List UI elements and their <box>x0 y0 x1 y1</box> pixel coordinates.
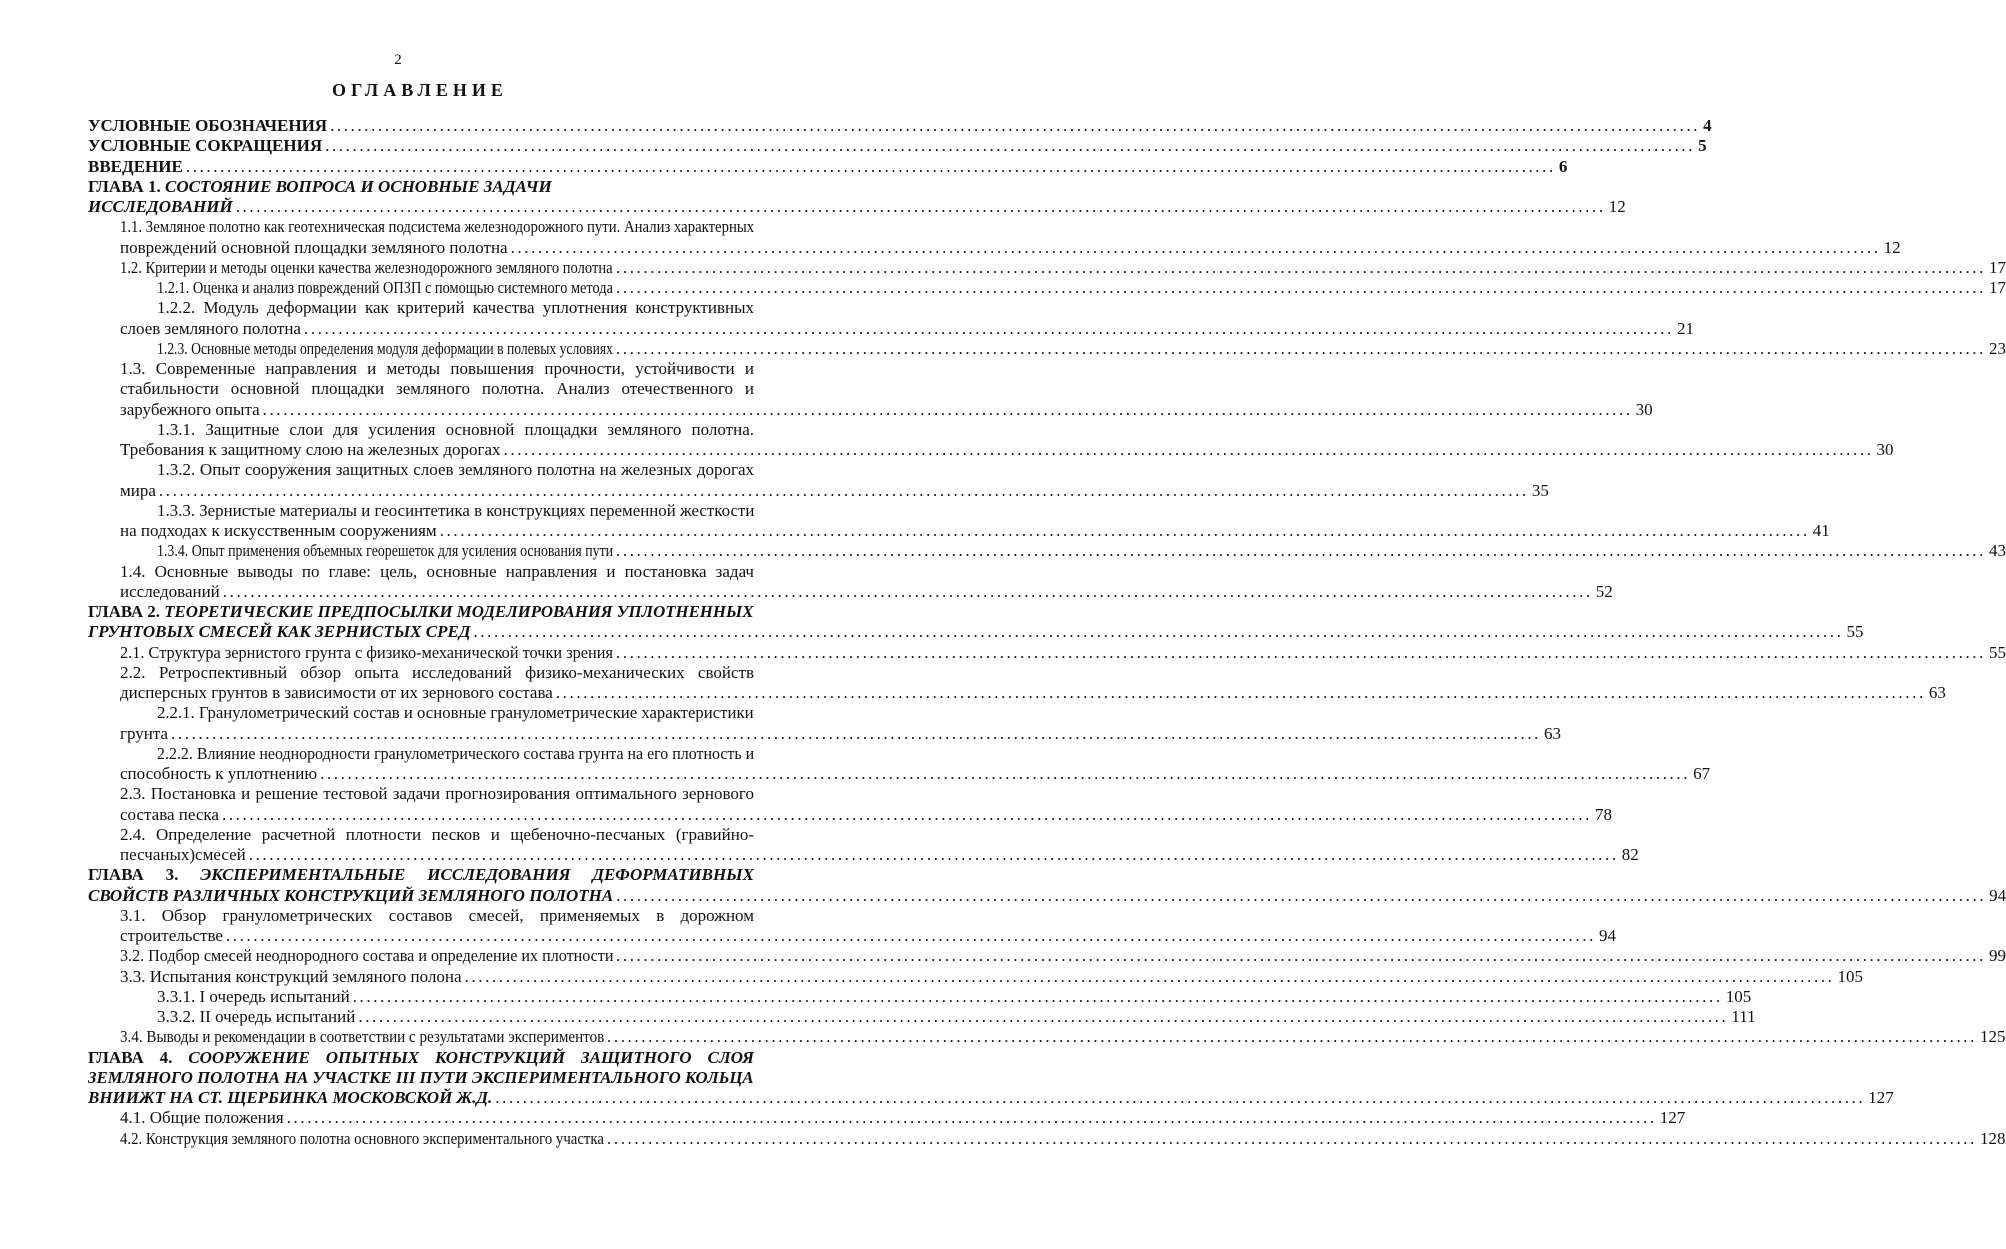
page-ref: 127 <box>1868 1088 1894 1107</box>
entry-text: мира <box>120 480 156 500</box>
entry-text: УСЛОВНЫЕ СОКРАЩЕНИЯ <box>88 136 323 156</box>
entry-text: 3.3. Испытания конструкций земляного полона <box>120 966 462 986</box>
chapter-title-line: ЭКСПЕРИМЕНТАЛЬНЫЕ ИССЛЕДОВАНИЯ ДЕФОРМАТИВНЫХ <box>200 865 754 885</box>
dot-leader: ........................................................................................................................................................................................................ <box>473 622 1844 642</box>
page-ref: 128 <box>1980 1128 2006 1148</box>
page-ref: 105 <box>1837 966 1864 986</box>
dot-leader: ........................................................................................................................................................................................................ <box>303 318 1674 338</box>
page-ref: 78 <box>1594 804 1612 824</box>
page-ref: 111 <box>1731 1007 1756 1026</box>
dot-leader: ........................................................................................................................................................................................................ <box>616 257 1986 277</box>
page-ref: 43 <box>1989 541 2006 561</box>
entry-text <box>88 196 233 217</box>
page-ref: 67 <box>1693 764 1711 783</box>
entry-text <box>88 1067 754 1088</box>
dot-leader: ........................................................................................................................................................................................................ <box>616 278 1986 297</box>
toc-title: ОГЛАВЛЕНИЕ <box>332 80 508 100</box>
entry-text <box>88 885 613 906</box>
page-ref: 94 <box>1598 926 1616 945</box>
entry-text <box>88 1087 492 1108</box>
entry-text: 2.1. Структура зернистого грунта с физико-механической точки зрения <box>120 642 613 662</box>
entry-text: на подходах к искусственным сооружениям <box>120 521 437 540</box>
chapter-title-line: ТЕОРЕТИЧЕСКИЕ ПРЕДПОСЫЛКИ МОДЕЛИРОВАНИЯ УПЛОТНЕННЫХ <box>164 602 754 621</box>
entry-text: 2.2. Ретроспективный обзор опыта исследований физико-механических свойств <box>120 662 754 682</box>
chapter-title-line: ВНИИЖТ НА СТ. ЩЕРБИНКА МОСКОВСКОЙ Ж.Д. <box>88 1088 493 1107</box>
dot-leader: ........................................................................................................................................................................................................ <box>510 237 1881 257</box>
entry-text: 1.3.3. Зернистые материалы и геосинтетика в конструкциях переменной жесткости <box>157 500 755 520</box>
entry-text: Требования к защитному слою на железных дорогах <box>120 440 501 459</box>
page-ref: 127 <box>1659 1108 1686 1128</box>
chapter-title-line: ИССЛЕДОВАНИЙ <box>88 197 233 216</box>
chapter-title-line: СООРУЖЕНИЕ ОПЫТНЫХ КОНСТРУКЦИЙ ЗАЩИТНОГО СЛОЯ <box>188 1047 754 1067</box>
chapter-title-line: ГРУНТОВЫХ СМЕСЕЙ КАК ЗЕРНИСТЫХ СРЕД <box>88 622 471 642</box>
dot-leader: ........................................................................................................................................................................................................ <box>235 197 1606 216</box>
dot-leader: ........................................................................................................................................................................................................ <box>185 156 1556 176</box>
dot-leader: ........................................................................................................................................................................................................ <box>464 966 1835 986</box>
dot-leader: ........................................................................................................................................................................................................ <box>607 1027 1977 1047</box>
entry-text: зарубежного опыта <box>120 399 260 419</box>
entry-text: 2.2.1. Гранулометрический состав и основные гранулометрические характеристики <box>157 703 754 723</box>
entry-text: песчаных)смесей <box>120 845 246 864</box>
page-ref: 17 <box>1989 257 2006 277</box>
dot-leader: ........................................................................................................................................................................................................ <box>221 804 1592 824</box>
page-ref: 41 <box>1812 521 1830 540</box>
dot-leader: ........................................................................................................................................................................................................ <box>616 642 1986 662</box>
page-number: 2 <box>394 52 402 68</box>
entry-text <box>88 621 470 642</box>
page-ref: 82 <box>1621 845 1639 864</box>
entry-text: 1.3.4. Опыт применения объемных георешеток для усиления основания пути <box>157 541 614 561</box>
entry-text: 3.4. Выводы и рекомендации в соответствии с результатами экспериментов <box>120 1027 605 1047</box>
page-ref: 52 <box>1595 581 1613 601</box>
dot-leader: ........................................................................................................................................................................................................ <box>439 521 1810 540</box>
dot-leader: ........................................................................................................................................................................................................ <box>325 136 1696 156</box>
chapter-label: ГЛАВА 1. <box>88 176 161 196</box>
entry-text: 1.3.2. Опыт сооружения защитных слоев земляного полотна на железных дорогах <box>157 460 754 480</box>
entry-text <box>88 1048 754 1067</box>
page-ref: 4 <box>1703 116 1712 135</box>
page-ref: 125 <box>1980 1027 2006 1047</box>
entry-text: 1.2.1. Оценка и анализ повреждений ОПЗП с помощью системного метода <box>157 278 613 297</box>
dot-leader: ........................................................................................................................................................................................................ <box>320 764 1691 783</box>
entry-text: 1.2.3. Основные методы определения модуля деформации в полевых условиях <box>157 338 613 358</box>
dot-leader: ........................................................................................................................................................................................................ <box>225 926 1596 945</box>
dot-leader: ........................................................................................................................................................................................................ <box>616 946 1986 966</box>
dot-leader: ........................................................................................................................................................................................................ <box>352 986 1723 1006</box>
page-ref: 63 <box>1544 723 1562 743</box>
dot-leader: ........................................................................................................................................................................................................ <box>330 116 1701 135</box>
chapter-label: ГЛАВА 2. <box>88 602 160 621</box>
entry-text <box>88 177 552 196</box>
entry-text: 1.3. Современные направления и методы повышения прочности, устойчивости и <box>120 359 754 378</box>
entry-text: 1.2.2. Модуль деформации как критерий качества уплотнения конструктивных <box>157 298 754 318</box>
chapter-label: ГЛАВА 4. <box>88 1047 173 1067</box>
dot-leader: ........................................................................................................................................................................................................ <box>358 1007 1729 1026</box>
entry-text: 3.1. Обзор гранулометрических составов смесей, применяемых в дорожном <box>120 905 754 925</box>
dot-leader: ........................................................................................................................................................................................................ <box>616 541 1986 561</box>
entry-text: исследований <box>120 581 220 601</box>
entry-text: стабильности основной площадки земляного полотна. Анализ отечественного и <box>120 379 754 399</box>
dot-leader: ........................................................................................................................................................................................................ <box>171 723 1542 743</box>
entry-text: дисперсных грунтов в зависимости от их зернового состава <box>120 683 553 702</box>
page-ref: 63 <box>1928 683 1946 702</box>
page-ref: 30 <box>1635 399 1653 419</box>
entry-text: повреждений основной площадки земляного полотна <box>120 237 508 257</box>
page-ref: 5 <box>1698 136 1707 156</box>
entry-text: 1.2. Критерии и методы оценки качества железнодорожного земляного полотна <box>120 257 613 277</box>
entry-text: 1.1. Земляное полотно как геотехническая подсистема железнодорожного пути. Анализ характерных <box>120 217 755 237</box>
chapter-title-line: СВОЙСТВ РАЗЛИЧНЫХ КОНСТРУКЦИЙ ЗЕМЛЯНОГО ПОЛОТНА <box>88 885 614 905</box>
dot-leader: ........................................................................................................................................................................................................ <box>262 399 1633 419</box>
page-ref: 17 <box>1989 278 2006 297</box>
entry-text <box>88 601 754 622</box>
page-ref: 23 <box>1989 338 2006 358</box>
entry-text: способность к уплотнению <box>120 764 318 783</box>
dot-leader: ........................................................................................................................................................................................................ <box>495 1088 1866 1107</box>
entry-text: 4.1. Общие положения <box>120 1108 284 1128</box>
page-ref: 12 <box>1608 197 1626 216</box>
entry-text: 2.4. Определение расчетной плотности песков и щебеночно-песчаных (гравийно- <box>120 824 754 844</box>
dot-leader: ........................................................................................................................................................................................................ <box>616 338 1986 358</box>
page-ref: 105 <box>1725 986 1752 1006</box>
entry-text: 2.3. Постановка и решение тестовой задачи прогнозирования оптимального зернового <box>120 784 754 804</box>
page-ref: 21 <box>1676 318 1694 338</box>
entry-text: состава песка <box>120 804 219 824</box>
page-ref: 35 <box>1531 480 1549 500</box>
entry-text: 3.2. Подбор смесей неоднородного состава и определение их плотности <box>120 946 614 966</box>
page-ref: 6 <box>1558 156 1568 176</box>
dot-leader: ........................................................................................................................................................................................................ <box>503 440 1874 459</box>
chapter-title-line: ЗЕМЛЯНОГО ПОЛОТНА НА УЧАСТКЕ III ПУТИ ЭКСПЕРИМЕНТАЛЬНОГО КОЛЬЦА <box>88 1067 754 1087</box>
page-ref: 30 <box>1876 440 1894 459</box>
chapter-title-line: СОСТОЯНИЕ ВОПРОСА И ОСНОВНЫЕ ЗАДАЧИ <box>165 176 552 196</box>
dot-leader: ........................................................................................................................................................................................................ <box>555 683 1926 702</box>
page-ref: 99 <box>1989 946 2006 966</box>
entry-text: 3.3.2. II очередь испытаний <box>157 1007 356 1026</box>
dot-leader: ........................................................................................................................................................................................................ <box>158 480 1529 500</box>
entry-text <box>88 865 754 884</box>
dot-leader: ........................................................................................................................................................................................................ <box>248 845 1619 864</box>
entry-text: грунта <box>120 723 169 743</box>
page-ref: 55 <box>1989 642 2006 662</box>
entry-text: 4.2. Конструкция земляного полотна основного экспериментального участка <box>120 1128 604 1148</box>
entry-text: 2.2.2. Влияние неоднородности гранулометрического состава грунта на его плотность и <box>157 743 755 763</box>
entry-text: ВВЕДЕНИЕ <box>88 156 183 176</box>
dot-leader: ........................................................................................................................................................................................................ <box>607 1128 1977 1148</box>
page-ref: 55 <box>1846 622 1864 642</box>
entry-text: 1.3.1. Защитные слои для усиления основной площадки земляного полотна. <box>157 419 754 439</box>
entry-text: 3.3.1. I очередь испытаний <box>157 986 350 1006</box>
dot-leader: ........................................................................................................................................................................................................ <box>286 1108 1657 1128</box>
entry-text: строительстве <box>120 926 223 945</box>
entry-text: 1.4. Основные выводы по главе: цель, основные направления и постановка задач <box>120 561 754 581</box>
entry-text: УСЛОВНЫЕ ОБОЗНАЧЕНИЯ <box>88 116 328 135</box>
page-ref: 94 <box>1989 885 2006 905</box>
entry-text: слоев земляного полотна <box>120 318 301 338</box>
page-ref: 12 <box>1883 237 1901 257</box>
chapter-label: ГЛАВА 3. <box>88 865 179 885</box>
dot-leader: ........................................................................................................................................................................................................ <box>222 581 1593 601</box>
dot-leader: ........................................................................................................................................................................................................ <box>616 885 1987 905</box>
